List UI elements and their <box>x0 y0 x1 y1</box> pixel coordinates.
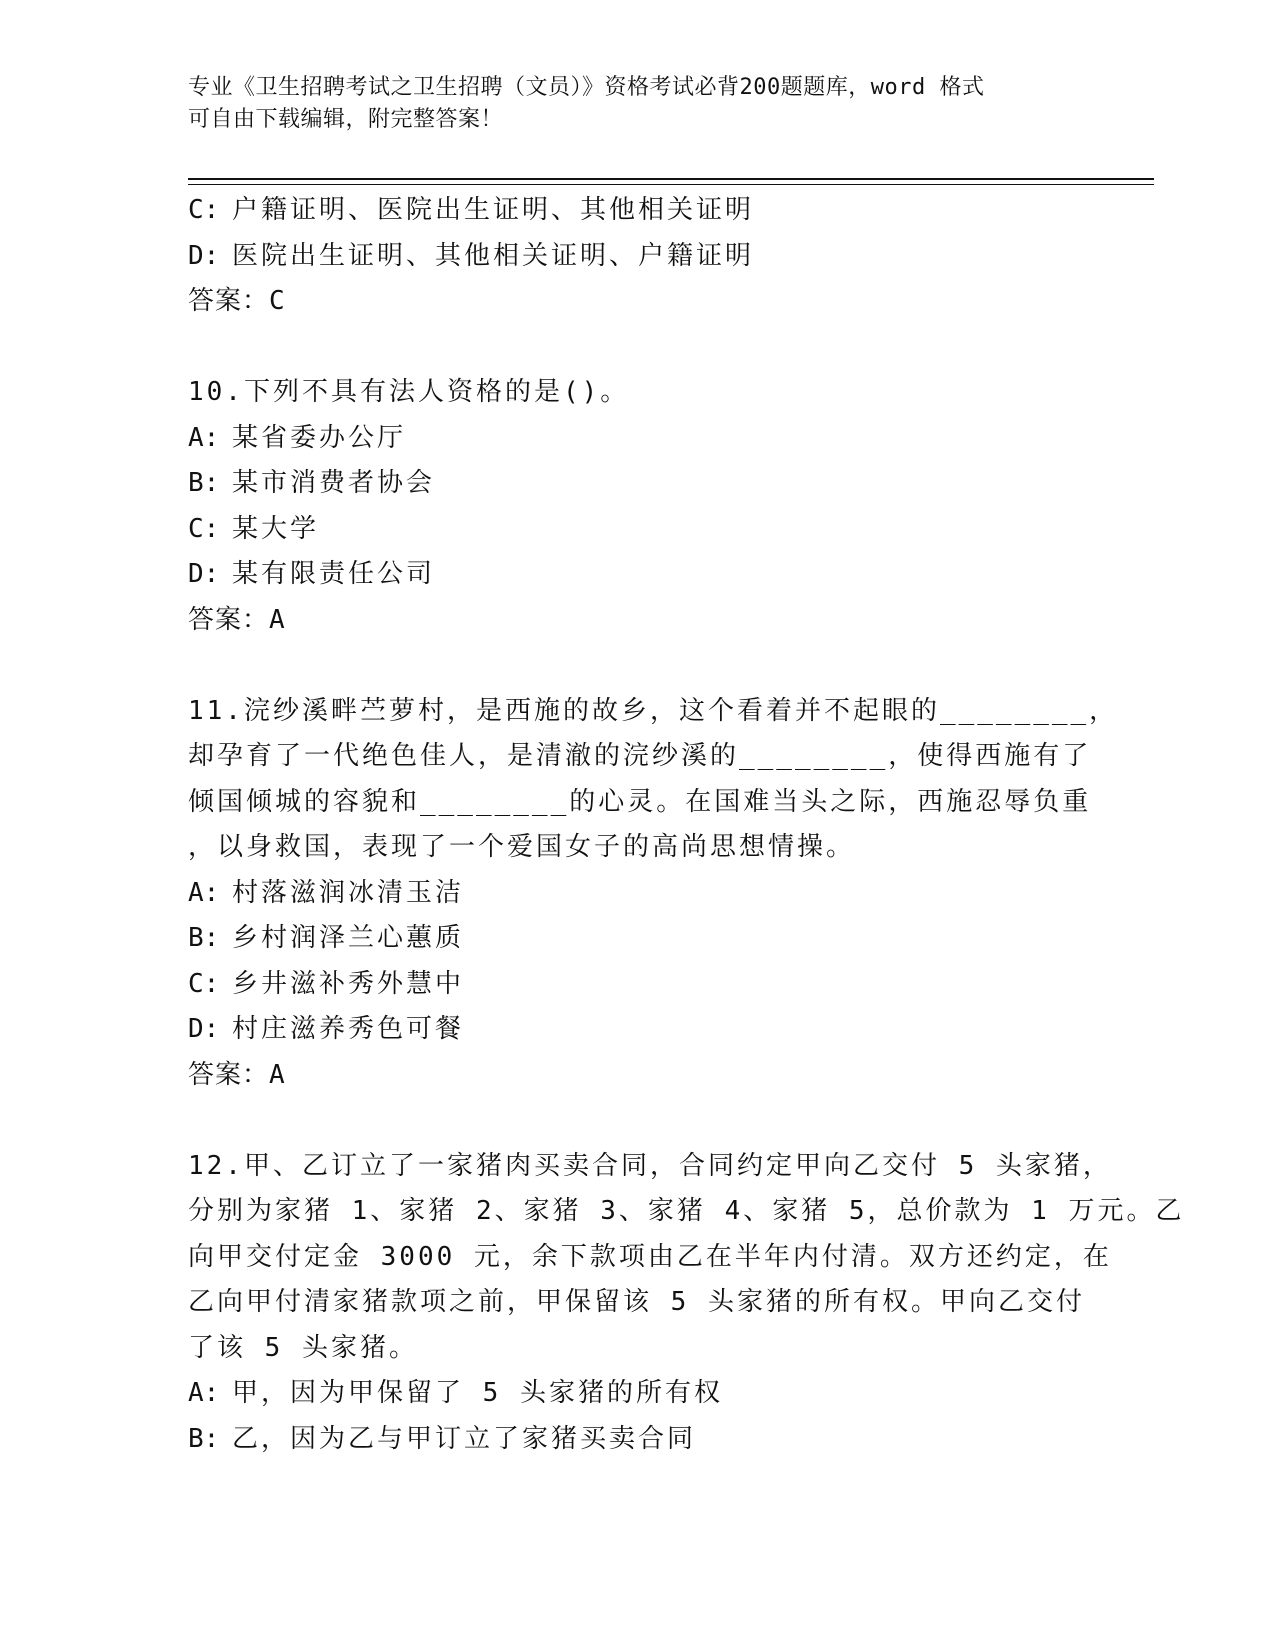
question-content <box>188 188 1185 1462</box>
question-12-block <box>188 1144 1185 1463</box>
question-stem-line: 了该 5 头家猪。 <box>188 1332 418 1363</box>
header-line-2: 可自由下载编辑，附完整答案！ <box>188 107 504 132</box>
question-stem-line: 11.浣纱溪畔苎萝村，是西施的故乡，这个看着并不起眼的________， <box>188 695 1119 726</box>
answer-line: 答案：A <box>188 1059 286 1090</box>
question-stem-line: 却孕育了一代绝色佳人，是清澈的浣纱溪的________，使得西施有了 <box>188 741 1092 771</box>
option-b: B: 乡村润泽兰心蕙质 <box>188 923 465 953</box>
header-line-1: 专业《卫生招聘考试之卫生招聘（文员）》资格考试必背200题题库，word 格式 <box>188 75 985 100</box>
option-d: D: 某有限责任公司 <box>188 559 436 589</box>
question-stem-line: 12.甲、乙订立了一家猪肉买卖合同，合同约定甲向乙交付 5 头家猪， <box>188 1150 1112 1181</box>
answer-line: 答案：C <box>188 286 286 316</box>
option-c: C: 某大学 <box>188 513 320 544</box>
question-stem-line: 向甲交付定金 3000 元，余下款项由乙在半年内付清。双方还约定，在 <box>188 1241 1112 1272</box>
question-stem: 10.下列不具有法人资格的是()。 <box>188 377 630 407</box>
option-b: B: 某市消费者协会 <box>188 468 436 498</box>
header-divider <box>188 178 1154 180</box>
header-divider-thin <box>188 184 1154 185</box>
question-stem-line: 倾国倾城的容貌和________的心灵。在国难当头之际，西施忍辱负重 <box>188 786 1092 817</box>
question-stem-line: ，以身救国，表现了一个爱国女子的高尚思想情操。 <box>188 832 856 862</box>
option-d: D: 医院出生证明、其他相关证明、户籍证明 <box>188 240 755 271</box>
document-header <box>188 72 1068 136</box>
question-11-block <box>188 689 1119 1099</box>
question-10-block <box>188 370 1088 643</box>
option-a: A: 村落滋润冰清玉洁 <box>188 877 465 908</box>
option-c: C: 乡井滋补秀外慧中 <box>188 968 465 999</box>
option-b: B: 乙，因为乙与甲订立了家猪买卖合同 <box>188 1423 697 1454</box>
option-c: C: 户籍证明、医院出生证明、其他相关证明 <box>188 195 755 225</box>
option-a: A: 甲，因为甲保留了 5 头家猪的所有权 <box>188 1378 723 1408</box>
option-d: D: 村庄滋养秀色可餐 <box>188 1014 465 1044</box>
option-a: A: 某省委办公厅 <box>188 422 407 453</box>
answer-line: 答案：A <box>188 604 286 635</box>
question-9-block <box>188 188 1088 325</box>
question-stem-line: 分别为家猪 1、家猪 2、家猪 3、家猪 4、家猪 5，总价款为 1 万元。乙 <box>188 1196 1185 1226</box>
question-stem-line: 乙向甲付清家猪款项之前，甲保留该 5 头家猪的所有权。甲向乙交付 <box>188 1287 1085 1317</box>
